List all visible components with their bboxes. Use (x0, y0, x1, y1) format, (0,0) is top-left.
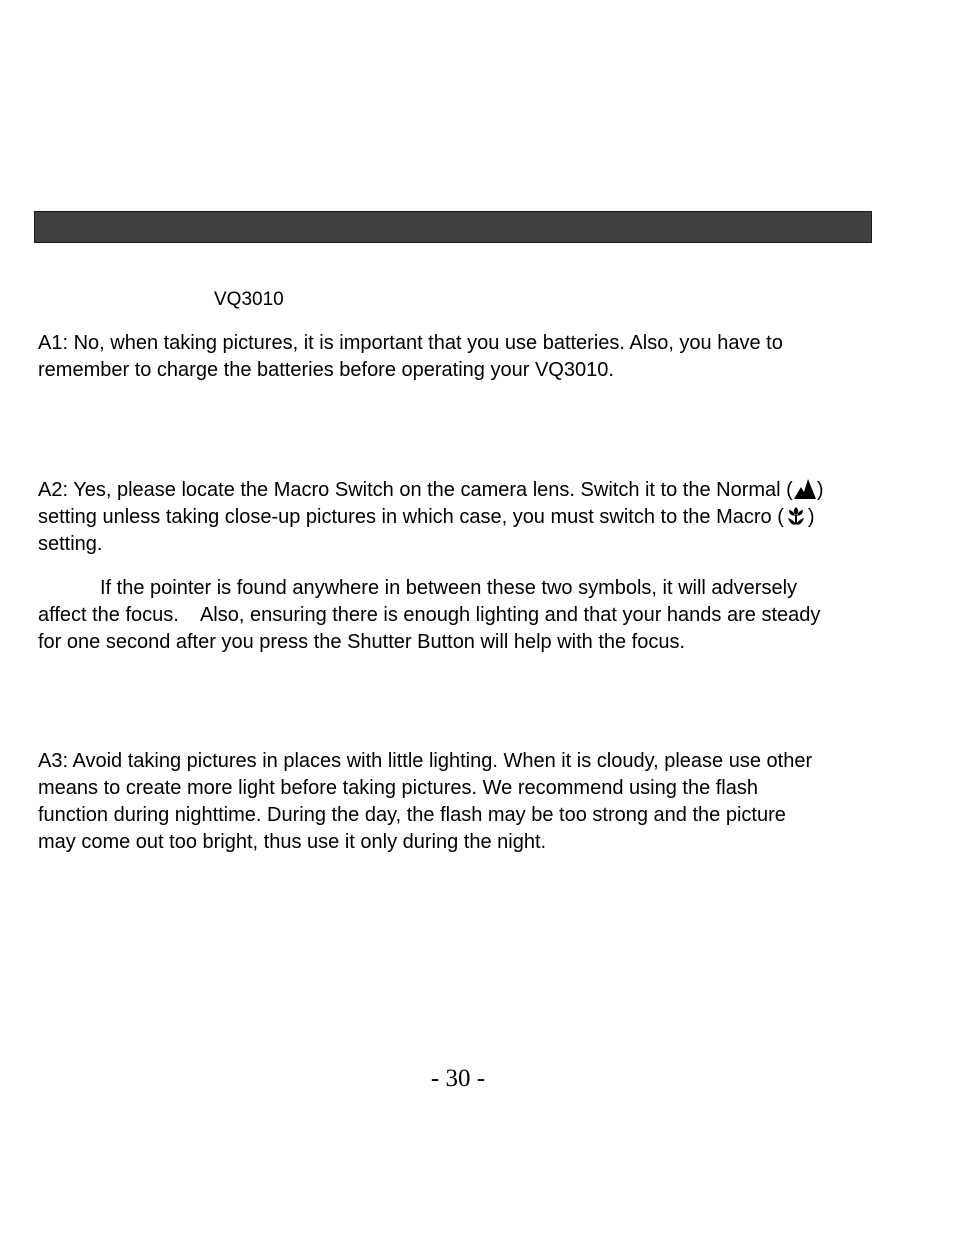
answer-a2-note (38, 575, 888, 656)
answer-a3-line: means to create more light before taking pictures. We recommend using the flash (38, 777, 758, 799)
answer-a2-text: ) (816, 479, 824, 501)
answer-a2-text: A2: Yes, please locate the Macro Switch on the camera lens. Switch it to the Normal ( (38, 479, 793, 501)
answer-a2-line (38, 504, 888, 531)
answer-a1-line: A1: No, when taking pictures, it is important that you use batteries. Also, you have to (38, 332, 783, 354)
answer-a3-line: may come out too bright, thus use it only during the night. (38, 831, 547, 853)
model-label: VQ3010 (214, 289, 284, 310)
flower-icon (784, 504, 808, 528)
answer-a2-text: ) (807, 506, 815, 528)
answer-a2 (38, 477, 888, 558)
answer-a2-note-line: If the pointer is found anywhere in between these two symbols, it will adversely (100, 577, 798, 599)
page-number: - 30 - (430, 1065, 486, 1092)
section-header-bar (34, 211, 872, 243)
answer-a1-line: remember to charge the batteries before operating your VQ3010. (38, 359, 614, 381)
answer-a2-line: setting. (38, 533, 103, 555)
mountain-icon (793, 477, 817, 501)
answer-a2-text: setting unless taking close-up pictures in which case, you must switch to the Macro ( (38, 506, 784, 528)
answer-a3 (38, 748, 888, 856)
answer-a3-line: A3: Avoid taking pictures in places with little lighting. When it is cloudy, please use other (38, 750, 813, 772)
answer-a2-note-line: affect the focus. Also, ensuring there is enough lighting and that your hands are steady (38, 604, 821, 626)
answer-a3-line: function during nighttime. During the day, the flash may be too strong and the picture (38, 804, 786, 826)
answer-a1 (38, 330, 888, 384)
answer-a2-note-line: for one second after you press the Shutter Button will help with the focus. (38, 631, 686, 653)
answer-a2-line (38, 477, 888, 504)
